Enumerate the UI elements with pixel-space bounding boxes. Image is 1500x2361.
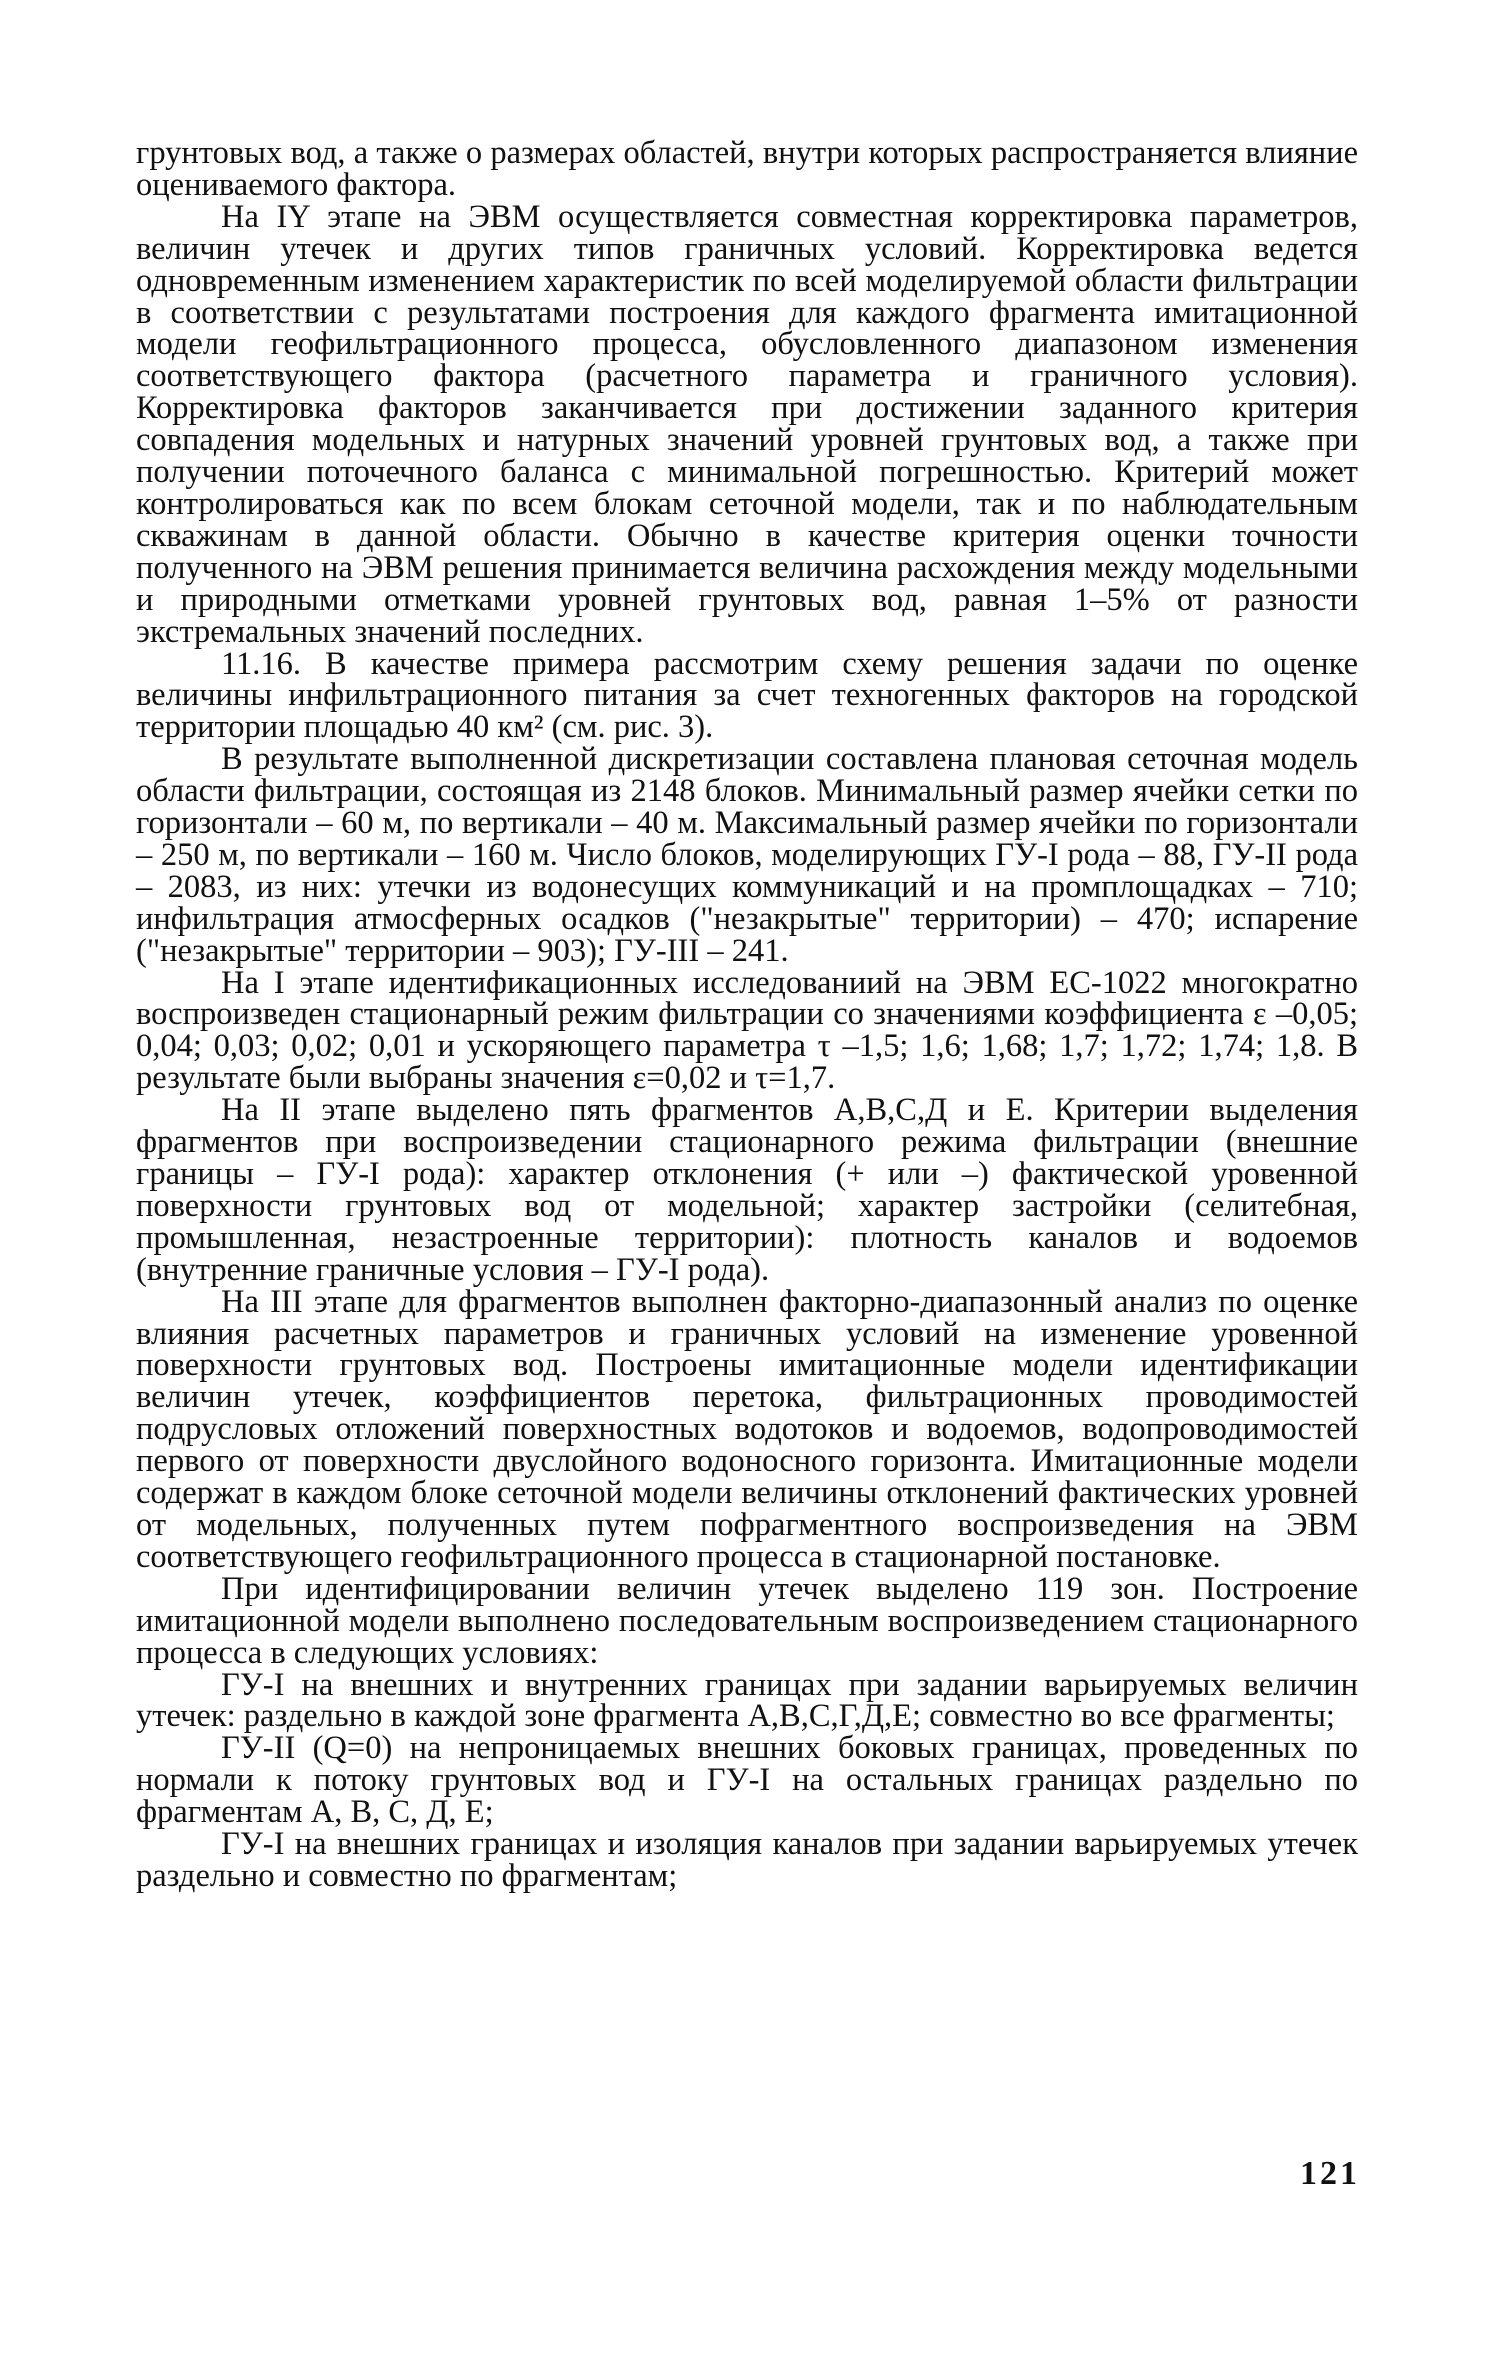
page-number: 121 [1300, 2155, 1360, 2192]
paragraph-stage-iv: На IY этапе на ЭВМ осуществляется совместная корректировка параметров, величин утечек и других типов граничных условий. Корректировка ведется одновременным изменением характеристик по всей моделируемой области фильтрации в соответствии с результатами построения для каждого фрагмента имитационной модели геофильтрационного процесса, обусловленного диапазоном изменения соответствующего фактора (расчетного параметра и граничного условия). Корректировка факторов заканчивается при достижении заданного критерия совпадения модельных и натурных значений уровней грунтовых вод, а также при получении поточечного баланса с минимальной погрешностью. Критерий может контролироваться как по всем блокам сеточной модели, так и по наблюдательным скважинам в данной области. Обычно в качестве критерия оценки точности полученного на ЭВМ решения принимается величина расхождения между модельными и природными отметками уровней грунтовых вод, равная 1–5% от разности экстремальных значений последних. [136, 198, 1358, 650]
paragraph-section-11-16: 11.16. В качестве примера рассмотрим схему решения задачи по оценке величины инфильтрационного питания за счет техногенных факторов на городской территории площадью 40 км² (см. рис. 3). [136, 645, 1358, 746]
paragraph-condition-gu2: ГУ-II (Q=0) на непроницаемых внешних боковых границах, проведенных по нормали к потоку грунтовых вод и ГУ-I на остальных границах раздельно по фрагментам А, В, С, Д, Е; [136, 1730, 1358, 1831]
paragraph-condition-gu1-isolation: ГУ-I на внешних границах и изоляция каналов при задании варьируемых утечек раздельно и совместно по фрагментам; [136, 1826, 1358, 1894]
paragraph-discretization: В результате выполненной дискретизации составлена плановая сеточная модель области фильтрации, состоящая из 2148 блоков. Минимальный размер ячейки сетки по горизонтали – 60 м, по вертикали – 40 м. Максимальный размер ячейки по горизонтали – 250 м, по вертикали – 160 м. Число блоков, моделирующих ГУ-I рода – 88, ГУ-II рода – 2083, из них: утечки из водонесущих коммуникаций и на промплощадках – 710; инфильтрация атмосферных осадков ("незакрытые" территории) – 470; испарение ("незакрытые" территории – 903); ГУ-III – 241. [136, 741, 1358, 969]
paragraph-condition-gu1: ГУ-I на внешних и внутренних границах при задании варьируемых величин утечек: раздельно в каждой зоне фрагмента А,В,С,Г,Д,Е; совместно во все фрагменты; [136, 1666, 1358, 1735]
paragraph-leak-identification: При идентифицировании величин утечек выделено 119 зон. Построение имитационной модели выполнено последовательным воспроизведением стационарного процесса в следующих условиях: [136, 1570, 1358, 1671]
paragraph-continuation: грунтовых вод, а также о размерах областей, внутри которых распространяется влияние оцениваемого фактора. [136, 135, 1358, 203]
paragraph-stage-ii: На II этапе выделено пять фрагментов А,В,С,Д и Е. Критерии выделения фрагментов при воспроизведении стационарного режима фильтрации (внешние границы – ГУ-I рода): характер отклонения (+ или –) фактической уровенной поверхности грунтовых вод от модельной; характер застройки (селитебная, промышленная, незастроенные территории): плотность каналов и водоемов (внутренние граничные условия – ГУ-I рода). [136, 1092, 1358, 1288]
paragraph-stage-iii: На III этапе для фрагментов выполнен факторно-диапазонный анализ по оценке влияния расчетных параметров и граничных условий на изменение уровенной поверхности грунтовых вод. Построены имитационные модели идентификации величин утечек, коэффициентов перетока, фильтрационных проводимостей подрусловых отложений поверхностных водотоков и водоемов, водопроводимостей первого от поверхности двуслойного водоносного горизонта. Имитационные модели содержат в каждом блоке сеточной модели величины отклонений фактических уровней от модельных, полученных путем пофрагментного воспроизведения на ЭВМ соответствующего геофильтрационного процесса в стационарной постановке. [136, 1283, 1358, 1575]
page-body [136, 135, 1358, 1894]
paragraph-stage-i: На I этапе идентификационных исследованиий на ЭВМ ЕС-1022 многократно воспроизведен стационарный режим фильтрации со значениями коэффициента ε –0,05; 0,04; 0,03; 0,02; 0,01 и ускоряющего параметра τ –1,5; 1,6; 1,68; 1,7; 1,72; 1,74; 1,8. В результате были выбраны значения ε=0,02 и τ=1,7. [136, 964, 1358, 1097]
